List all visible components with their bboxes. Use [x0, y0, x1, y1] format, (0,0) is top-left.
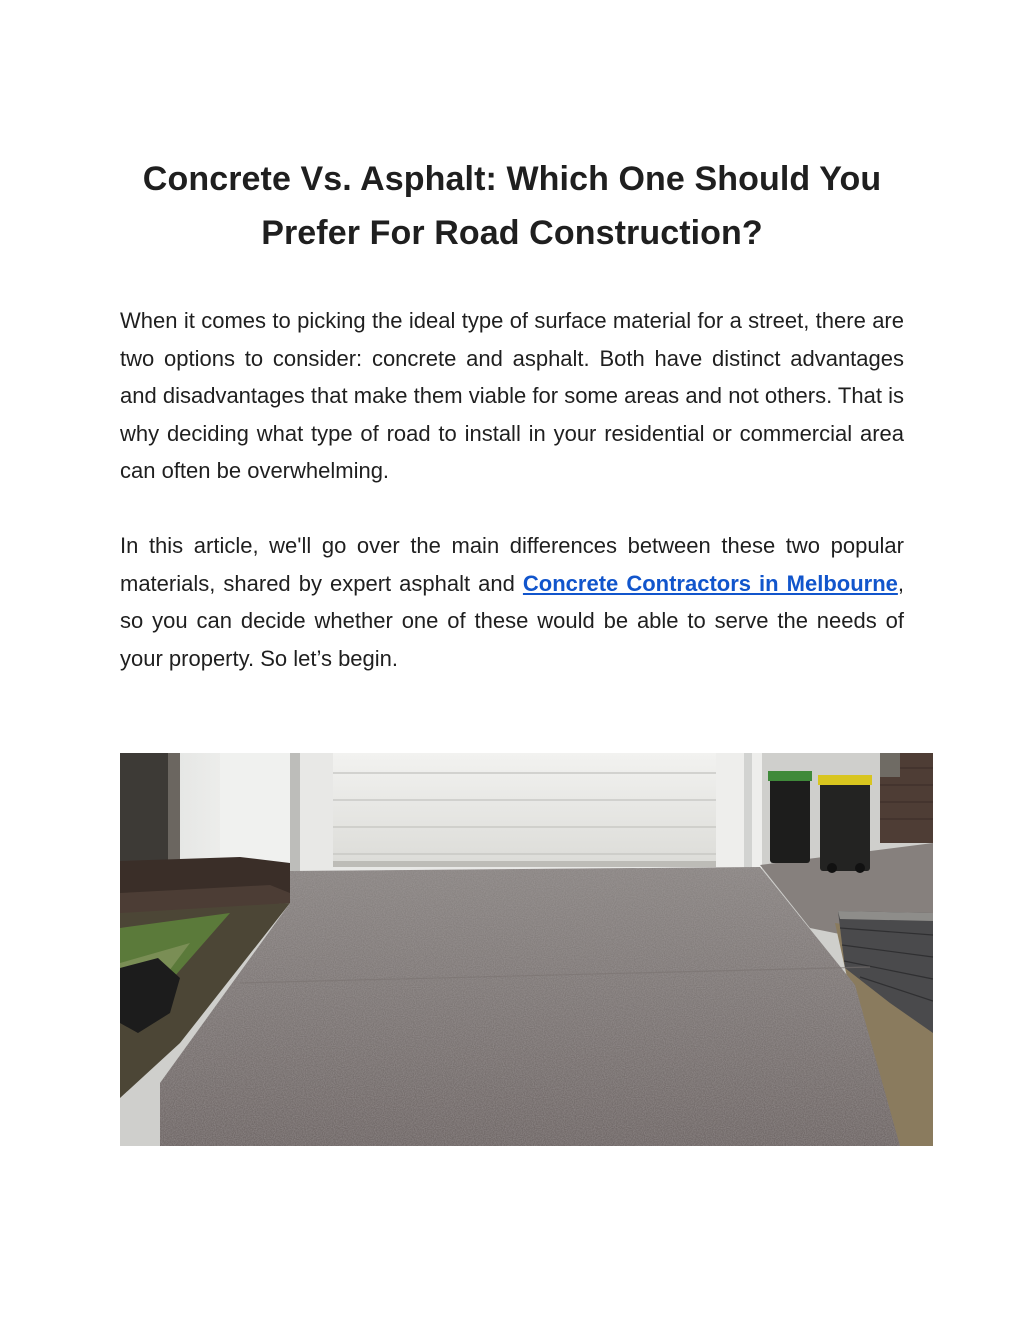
paragraph-text-before-link: In this article, we'll go over the main differences between these two popular materials, shared by expert asphalt and — [120, 533, 904, 596]
driveway-photo — [120, 753, 933, 1146]
intro-paragraph: When it comes to picking the ideal type of surface material for a street, there are two options to consider: concrete and asphalt. Both have distinct advantages and disadvantages that make them viable for some areas and not others. That is why deciding what type of road to install in your residential or commercial area can often be overwhelming. — [120, 308, 904, 484]
paragraph-text-after-link: , so you can decide whether one of these would be able to serve the needs of your property. So let’s begin. — [120, 570, 904, 671]
page-title: Concrete Vs. Asphalt: Which One Should You Prefer For Road Construction? — [142, 160, 882, 252]
concrete-contractors-link[interactable]: Concrete Contractors in Melbourne — [522, 570, 898, 596]
article-paragraph — [120, 527, 904, 677]
